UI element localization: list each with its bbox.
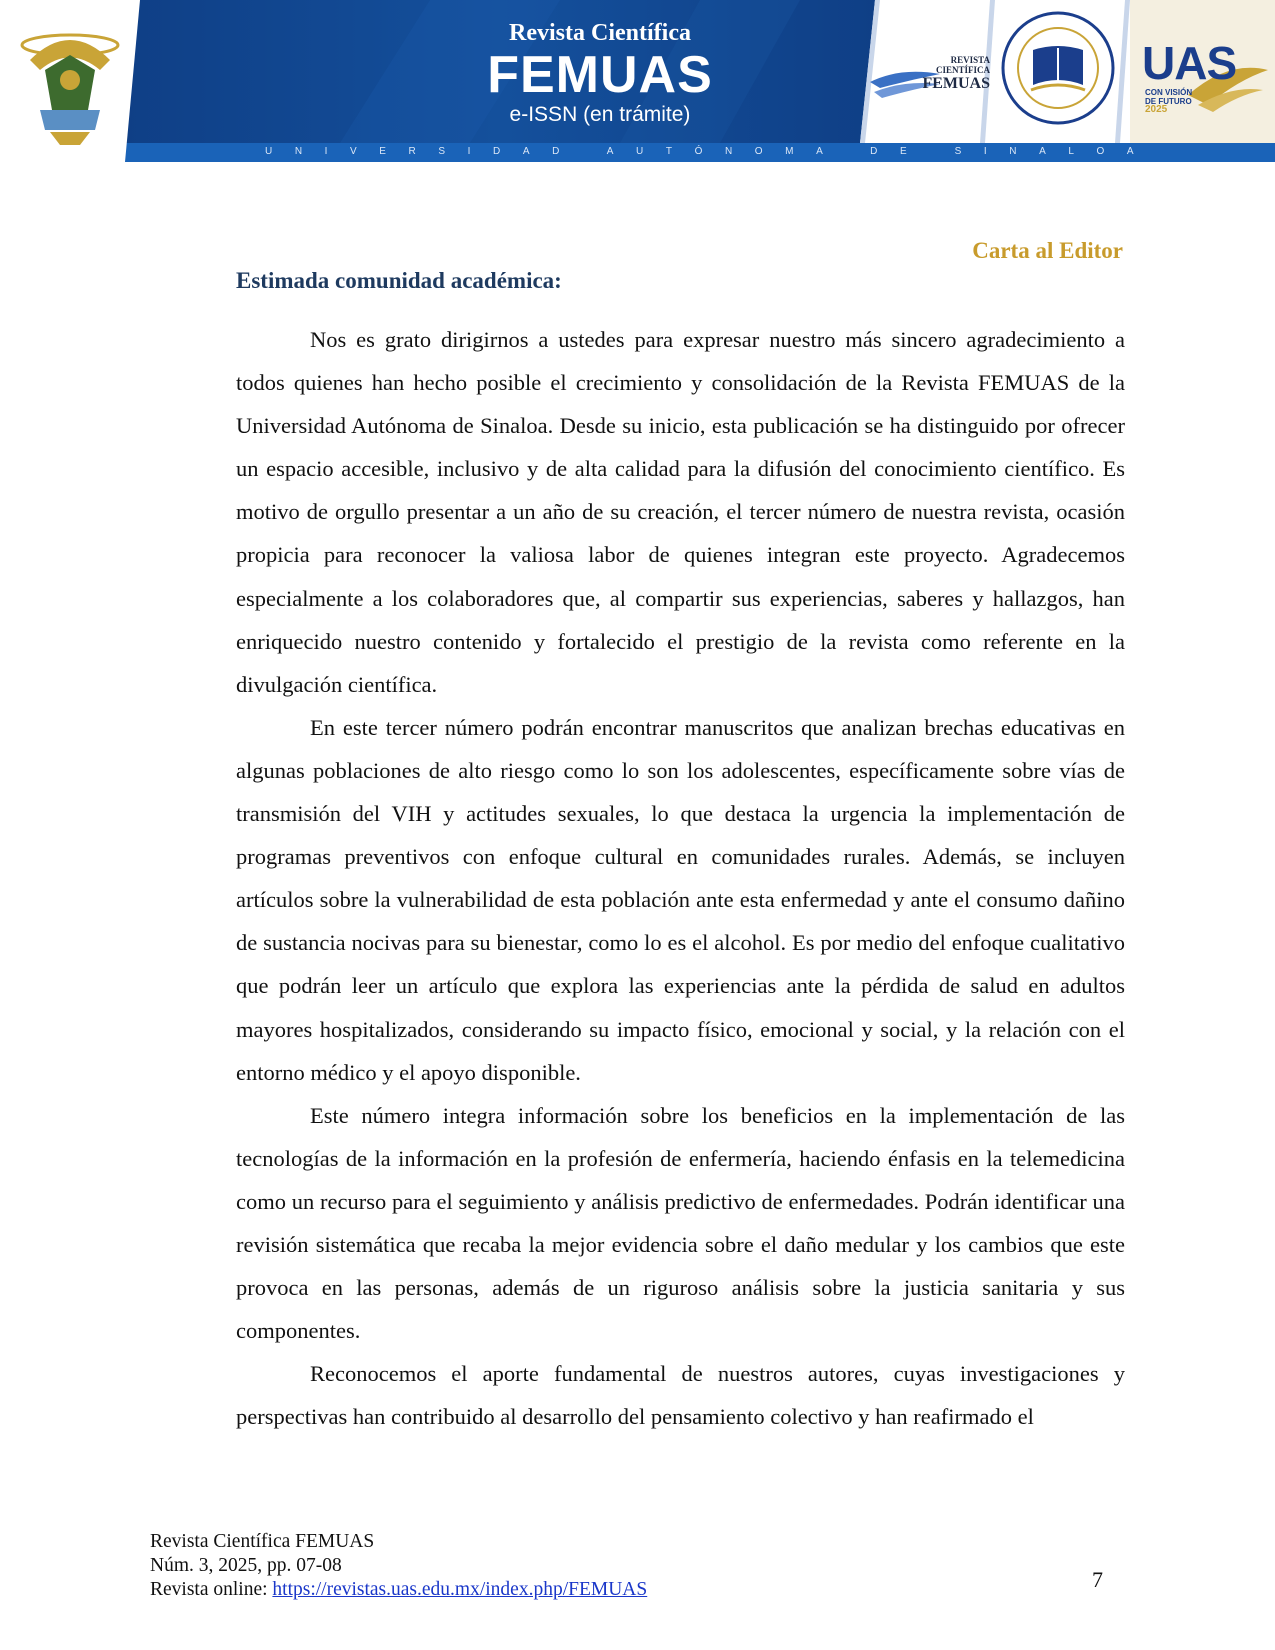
journal-title-big: FEMUAS (487, 46, 713, 104)
footer-journal: Revista Científica FEMUAS (150, 1531, 375, 1552)
femuas-logo-text (905, 55, 990, 93)
header-banner (0, 0, 1275, 162)
journal-title-small: Revista Científica (509, 20, 691, 46)
page-footer (150, 1530, 850, 1602)
footer-online-label: Revista online: (150, 1579, 273, 1600)
letter-body (236, 318, 1125, 1438)
femuas-logo-line3: FEMUAS (922, 75, 990, 92)
paragraph-1: Nos es grato dirigirnos a ustedes para expresar nuestro más sincero agradecimiento a todos quienes han hecho posible el crecimiento y consolidación de la Revista FEMUAS de la Universidad Autónoma de Sinaloa. Desde su inicio, esta publicación se ha distinguido por ofrecer un espacio accesible, inclusivo y de alta calidad para la difusión del conocimiento científico. Es motivo de orgullo presentar a un año de su creación, el tercer número de nuestra revista, ocasión propicia para reconocer la valiosa labor de quienes integran este proyecto. Agradecemos especialmente a los colaboradores que, al compartir sus experiencias, saberes y hallazgos, han enriquecido nuestro contenido y fortalecido el prestigio de la revista como referente en la divulgación científica. (236, 327, 1125, 697)
university-strip-text: UNIVERSIDAD AUTÓNOMA DE SINALOA (265, 146, 1157, 157)
uas-logo-year: 2025 (1145, 104, 1168, 115)
paragraph-4: Reconocemos el aporte fundamental de nuestros autores, cuyas investigaciones y perspectivas han contribuido al desarrollo del pensamiento colectivo y han reafirmado el (236, 1361, 1125, 1430)
footer-online (150, 1578, 850, 1602)
section-label: Carta al Editor (972, 238, 1123, 263)
paragraph-3: Este número integra información sobre los beneficios en la implementación de las tecnologías de la información en la profesión de enfermería, haciendo énfasis en la telemedicina como un recurso para el seguimiento y análisis predictivo de enfermedades. Podrán identificar una revisión sistemática que recaba la mejor evidencia sobre el daño medular y los cambios que este provoca en las personas, además de un riguroso análisis sobre la justicia sanitaria y sus componentes. (236, 1102, 1125, 1344)
journal-url-link[interactable]: https://revistas.uas.edu.mx/index.php/FEMUAS (272, 1579, 648, 1600)
journal-issn: e-ISSN (en trámite) (509, 103, 691, 126)
femuas-logo-line2: CIENTÍFICA (935, 65, 990, 75)
university-seal-logo (993, 0, 1123, 142)
page-number: 7 (1092, 1567, 1103, 1592)
uas-logo-word: UAS (1142, 37, 1237, 89)
uas-logo-tag: CON VISIÓN DE FUTURO (1145, 88, 1193, 106)
paragraph-2: En este tercer número podrán encontrar manuscritos que analizan brechas educativas en algunas poblaciones de alto riesgo como lo son los adolescentes, específicamente sobre vías de transmisión del VIH y actitudes sexuales, lo que destaca la urgencia la implementación de programas preventivos con enfoque cultural en comunidades rurales. Además, se incluyen artículos sobre la vulnerabilidad de esta población ante esta enfermedad y ante el consumo dañino de sustancia nocivas para su bienestar, como lo es el alcohol. Es por medio del enfoque cualitativo que podrán leer un artículo que explora las experiencias ante la pérdida de salud en adultos mayores hospitalizados, considerando su impacto físico, emocional y social, y la relación con el entorno médico y el apoyo disponible. (236, 714, 1125, 1085)
femuas-logo-line1: REVISTA (950, 55, 990, 65)
letter-greeting: Estimada comunidad académica: (236, 268, 562, 293)
footer-issue: Núm. 3, 2025, pp. 07-08 (150, 1555, 342, 1576)
journal-title-block (430, 18, 770, 128)
uas-crest-logo (0, 0, 140, 162)
